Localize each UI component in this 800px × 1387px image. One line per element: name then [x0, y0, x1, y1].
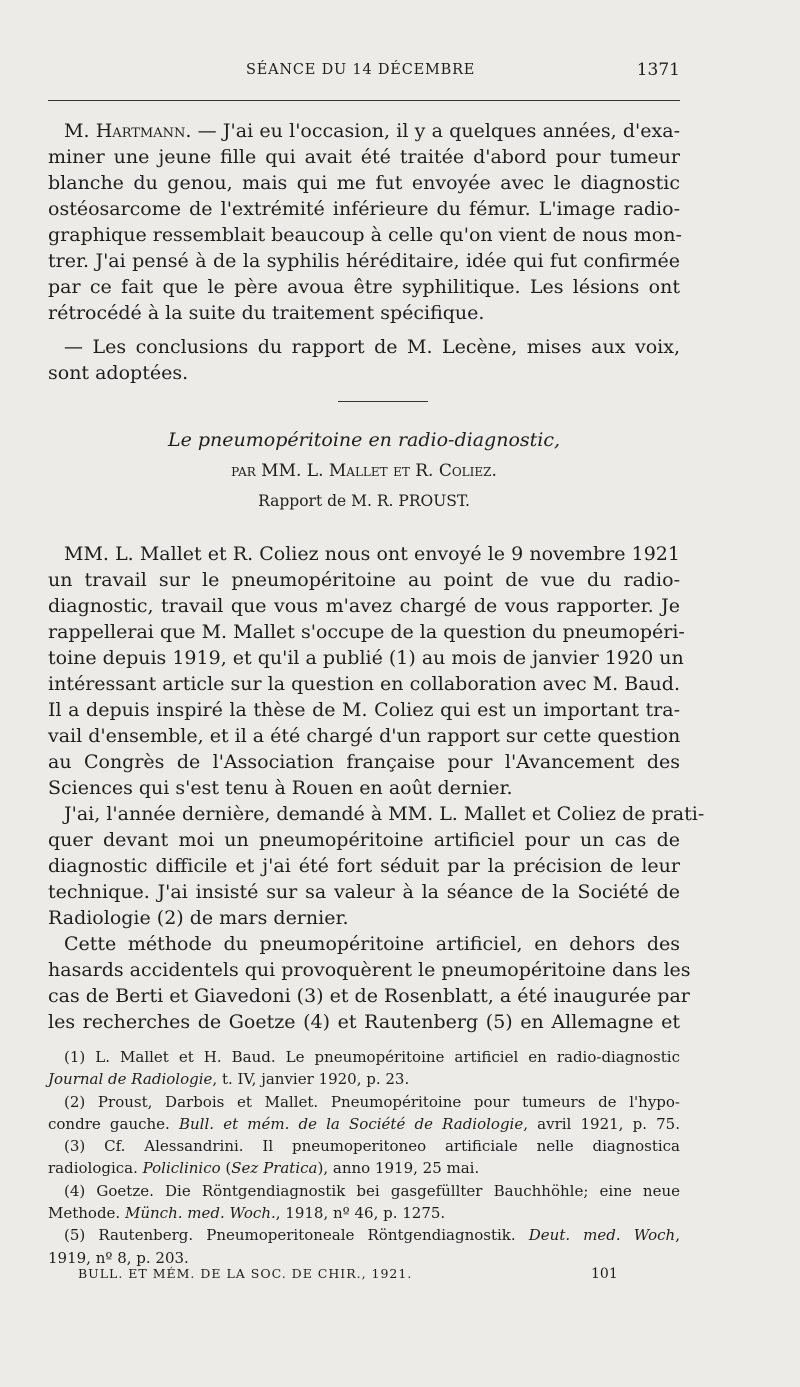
paragraph-line: rétrocédé à la suite du traitement spécifique. — [48, 302, 485, 324]
paragraph-line: graphique ressemblait beaucoup à celle qu'on vient de nous mon- — [48, 224, 682, 246]
article-rapporteur: Rapport de M. R. PROUST. — [258, 492, 470, 510]
footnote-4: (4) Goetze. Die Röntgendiagnostik bei gasgefüllter Bauchhöhle; eine neue — [64, 1181, 680, 1200]
article-authors: par MM. L. Mallet et R. Coliez. — [231, 461, 497, 481]
footnote-4-cont: Methode. Münch. med. Woch., 1918, nº 46, p. 1275. — [48, 1204, 446, 1223]
conclusion-line: sont adoptées. — [48, 362, 189, 384]
paragraph-line: Il a depuis inspiré la thèse de M. Coliez qui est un important tra- — [48, 699, 680, 721]
paragraph-line: miner une jeune fille qui avait été traitée d'abord pour tumeur — [48, 146, 680, 168]
paragraph-line: intéressant article sur la question en collaboration avec M. Baud. — [48, 673, 680, 695]
page-footer — [48, 1266, 680, 1286]
header-rule — [48, 100, 680, 101]
paragraph-line: M. Hartmann. — J'ai eu l'occasion, il y a quelques années, d'exa- — [64, 120, 680, 142]
article-body — [48, 541, 705, 1035]
paragraph-line: J'ai, l'année dernière, demandé à MM. L. Mallet et Coliez de prati- — [64, 803, 705, 825]
paragraph-line: rappellerai que M. Mallet s'occupe de la question du pneumopéri- — [48, 621, 685, 643]
footer-signature: 101 — [591, 1266, 618, 1282]
paragraph-line: hasards accidentels qui provoquèrent le pneumopéritoine dans les — [48, 959, 691, 981]
running-header — [48, 62, 680, 84]
page-number: 1371 — [636, 60, 680, 80]
paragraph-line: Sciences qui s'est tenu à Rouen en août dernier. — [48, 777, 513, 799]
paragraph-line: par ce fait que le père avoua être syphilitique. Les lésions ont — [48, 276, 680, 298]
section-divider — [338, 401, 428, 402]
paragraph-line: trer. J'ai pensé à de la syphilis héréditaire, idée qui fut confirmée — [48, 250, 680, 272]
article-title: Le pneumopéritoine en radio-diagnostic, — [167, 429, 561, 451]
hartmann-remarks — [48, 118, 680, 386]
footnote-1: (1) L. Mallet et H. Baud. Le pneumopéritoine artificiel en radio-diagnostic — [64, 1048, 680, 1066]
paragraph-line: toine depuis 1919, et qu'il a publié (1) au mois de janvier 1920 un — [48, 647, 684, 669]
paragraph-line: blanche du genou, mais qui me fut envoyée avec le diagnostic — [48, 172, 680, 194]
paragraph-line: Cette méthode du pneumopéritoine artificiel, en dehors des — [64, 933, 680, 955]
speaker-name: M. Hartmann. — [64, 120, 192, 142]
paragraph-line: au Congrès de l'Association française pour l'Avancement des — [48, 751, 680, 773]
footnote-1-cont: Journal de Radiologie, t. IV, janvier 1920, p. 23. — [48, 1070, 410, 1089]
paragraph-line: Radiologie (2) de mars dernier. — [48, 907, 349, 929]
conclusion-line: — Les conclusions du rapport de M. Lecène, mises aux voix, — [64, 336, 680, 358]
paragraph-line: quer devant moi un pneumopéritoine artificiel pour un cas de — [48, 829, 680, 851]
header-title: SÉANCE DU 14 DÉCEMBRE — [246, 62, 476, 78]
footnote-2: (2) Proust, Darbois et Mallet. Pneumopéritoine pour tumeurs de l'hypo- — [64, 1092, 680, 1111]
footnote-5: (5) Rautenberg. Pneumoperitoneale Röntgendiagnostik. Deut. med. Woch, — [64, 1226, 680, 1245]
footer-journal: BULL. ET MÉM. DE LA SOC. DE CHIR., 1921. — [78, 1266, 413, 1281]
paragraph-line: les recherches de Goetze (4) et Rautenberg (5) en Allemagne et — [48, 1011, 680, 1033]
footnotes — [48, 1046, 680, 1269]
paragraph-line: cas de Berti et Giavedoni (3) et de Rosenblatt, a été inaugurée par — [48, 985, 690, 1007]
paragraph-line: diagnostic, travail que vous m'avez chargé de vous rapporter. Je — [48, 595, 680, 617]
footnote-2-cont: condre gauche. Bull. et mém. de la Société de Radiologie, avril 1921, p. 75. — [48, 1114, 680, 1133]
paragraph-line: technique. J'ai insisté sur sa valeur à la séance de la Société de — [48, 881, 680, 903]
footnote-5-cont: 1919, nº 8, p. 203. — [48, 1248, 189, 1267]
paragraph-line: MM. L. Mallet et R. Coliez nous ont envoyé le 9 novembre 1921 — [64, 543, 680, 565]
paragraph-line: ostéosarcome de l'extrémité inférieure du fémur. L'image radio- — [48, 198, 680, 220]
article-heading — [48, 424, 680, 516]
footnote-3: (3) Cf. Alessandrini. Il pneumoperitoneo artificiale nelle diagnostica — [64, 1137, 680, 1156]
paragraph-line: vail d'ensemble, et il a été chargé d'un rapport sur cette question — [48, 725, 681, 747]
paragraph-line: diagnostic difficile et j'ai été fort séduit par la précision de leur — [48, 855, 680, 877]
footnote-3-cont: radiologica. Policlinico (Sez Pratica), anno 1919, 25 mai. — [48, 1159, 480, 1178]
paragraph-line: un travail sur le pneumopéritoine au point de vue du radio- — [48, 569, 680, 591]
